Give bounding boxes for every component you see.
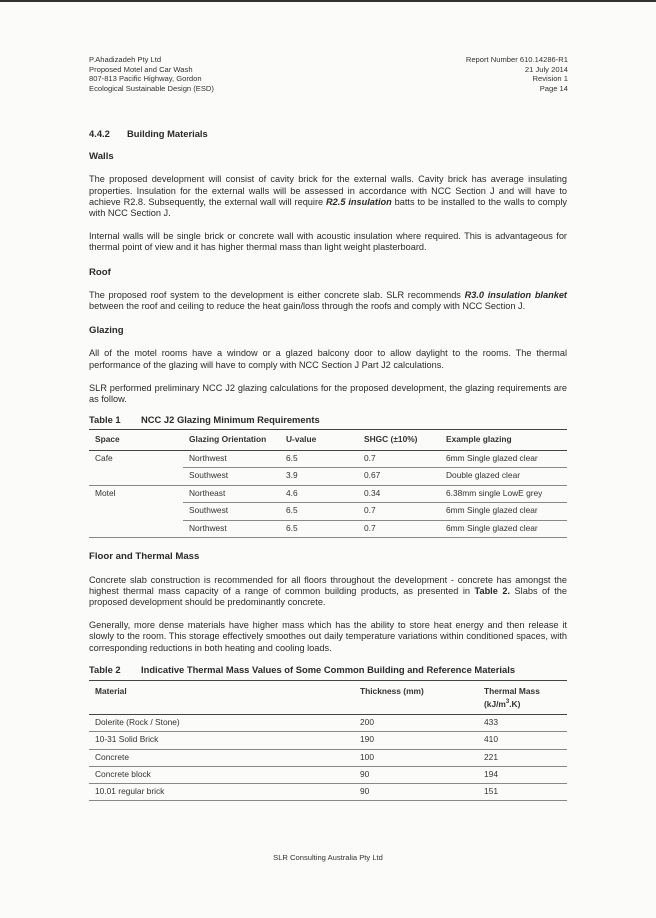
table-row bbox=[89, 749, 567, 766]
section-title: Building Materials bbox=[127, 128, 208, 139]
floor-p1-text-c: Slabs of the proposed development should be predominantly concrete. bbox=[89, 585, 568, 608]
table-cell: 6mm Single glazed clear bbox=[440, 450, 567, 468]
table1-header-uvalue: U-value bbox=[280, 430, 358, 451]
table-cell: 0.67 bbox=[358, 468, 440, 486]
table-cell: 194 bbox=[478, 766, 567, 783]
floor-table-reference: Table 2. bbox=[474, 585, 511, 596]
table-row bbox=[89, 766, 567, 783]
table-cell: 6.5 bbox=[280, 520, 358, 538]
unit-superscript: 3 bbox=[505, 699, 510, 706]
table-cell: 90 bbox=[354, 766, 478, 783]
floor-paragraph-1 bbox=[89, 575, 567, 609]
unit-text-a: (kJ/m bbox=[484, 699, 506, 710]
table-cell: 190 bbox=[354, 732, 478, 749]
roof-text-c: between the roof and ceiling to reduce the heat gain/loss through the roofs and comply with NCC Section J. bbox=[89, 301, 526, 312]
walls-p1-text-a: The proposed development will consist of cavity brick for the external walls. Cavity brick has average insulating properties. Insulation for the external walls will be assessed in accordance with NCC Section J and will have to achieve R2.8. Subsequently, the external wall will require bbox=[89, 174, 567, 207]
table-cell: Concrete block bbox=[89, 766, 354, 783]
floor-paragraph-2: Generally, more dense materials have higher mass which has the ability to store heat energy and then release it slowly to the room. This storage effectively smoothes out daily temperature variations within conditioned spaces, with corresponding reductions in both heating and cooling loads. bbox=[89, 620, 567, 653]
table1-header-example: Example glazing bbox=[440, 430, 567, 451]
table-cell: 10.01 regular brick bbox=[89, 784, 354, 801]
report-date: 21 July 2014 bbox=[524, 64, 568, 74]
table2-title: Indicative Thermal Mass Values of Some Common Building and Reference Materials bbox=[141, 663, 516, 675]
table-row bbox=[89, 715, 567, 732]
glazing-heading: Glazing bbox=[89, 325, 124, 337]
glazing-paragraph-2: SLR performed preliminary NCC J2 glazing calculations for the proposed development, the glazing requirements are as follow. bbox=[89, 382, 567, 405]
header-project: Proposed Motel and Car Wash bbox=[89, 64, 193, 74]
table-cell bbox=[89, 503, 183, 521]
walls-paragraph-2: Internal walls will be single brick or concrete wall with acoustic insulation where required. This is advantageous for thermal point of view and it has higher thermal mass than light weight plasterboard. bbox=[89, 231, 567, 253]
roof-text-a: The proposed roof system to the development is either concrete slab. SLR recommends bbox=[89, 289, 465, 300]
table-cell: 6.5 bbox=[280, 503, 358, 521]
table1-label: Table 1 bbox=[89, 414, 121, 426]
table-cell: 100 bbox=[354, 749, 478, 766]
table1-header-row bbox=[89, 430, 567, 451]
thermal-mass-table bbox=[89, 680, 567, 801]
table-cell: 6mm Single glazed clear bbox=[440, 503, 567, 521]
table-cell: 410 bbox=[478, 732, 567, 749]
table2-label: Table 2 bbox=[89, 663, 121, 675]
table-row bbox=[89, 732, 567, 749]
table-cell: 0.34 bbox=[358, 485, 440, 503]
walls-paragraph-1 bbox=[89, 174, 567, 219]
header-report-type: Ecological Sustainable Design (ESD) bbox=[89, 83, 214, 93]
scan-edge bbox=[0, 0, 656, 2]
walls-p1-text-c: batts to be installed to the walls to comply with NCC Section J. bbox=[89, 196, 567, 219]
table2-header-thickness: Thickness (mm) bbox=[354, 681, 478, 715]
table-cell: Northwest bbox=[183, 520, 280, 538]
table-cell: 3.9 bbox=[280, 468, 358, 486]
table2-caption bbox=[89, 664, 567, 675]
table-cell: 4.6 bbox=[280, 485, 358, 503]
unit-text-b: .K) bbox=[509, 699, 521, 710]
table-cell: 6.5 bbox=[280, 450, 358, 468]
table-cell: Southwest bbox=[183, 503, 280, 521]
table-row bbox=[89, 784, 567, 801]
table-row bbox=[89, 450, 567, 468]
floor-p1-text-a: Concrete slab construction is recommended for all floors throughout the development - concrete has amongst the highest thermal mass capacity of a range of common building products, as presented in bbox=[89, 574, 567, 596]
table-cell: 0.7 bbox=[358, 503, 440, 521]
table-cell: 0.7 bbox=[358, 520, 440, 538]
section-number: 4.4.2 bbox=[89, 128, 110, 139]
table-row bbox=[89, 503, 567, 521]
table-row bbox=[89, 485, 567, 503]
table2-header-unit bbox=[484, 697, 561, 710]
table-cell: 200 bbox=[354, 715, 478, 732]
table1-header-space: Space bbox=[89, 430, 183, 451]
section-heading bbox=[89, 128, 567, 139]
table-cell: Northeast bbox=[183, 485, 280, 503]
roof-insulation-spec: R3.0 insulation blanket bbox=[464, 289, 567, 300]
walls-insulation-spec: R2.5 insulation bbox=[326, 196, 392, 207]
table2-header-material: Material bbox=[89, 681, 354, 715]
table2-header-thermal-mass-label: Thermal Mass bbox=[484, 686, 540, 697]
table-cell: Cafe bbox=[95, 452, 113, 463]
table-cell: 151 bbox=[478, 784, 567, 801]
table-row bbox=[89, 468, 567, 486]
table1-header-shgc: SHGC (±10%) bbox=[358, 430, 440, 451]
table-cell bbox=[89, 468, 183, 486]
roof-heading: Roof bbox=[89, 266, 111, 278]
revision: Revision 1 bbox=[532, 74, 568, 84]
table-cell: 221 bbox=[478, 749, 567, 766]
page-footer: SLR Consulting Australia Pty Ltd bbox=[273, 853, 383, 862]
table-cell: 433 bbox=[478, 715, 567, 732]
table2-header-row bbox=[89, 681, 567, 715]
glazing-requirements-table bbox=[89, 429, 567, 538]
header-company: P.Ahadizadeh Pty Ltd bbox=[89, 55, 162, 64]
table1-title: NCC J2 Glazing Minimum Requirements bbox=[141, 414, 320, 426]
table-cell: Motel bbox=[95, 487, 116, 498]
table-cell: Northwest bbox=[183, 450, 280, 468]
table1-header-orientation: Glazing Orientation bbox=[183, 430, 280, 451]
table-cell: 10-31 Solid Brick bbox=[89, 732, 354, 749]
table-cell bbox=[89, 520, 183, 538]
page-number: Page 14 bbox=[539, 83, 568, 93]
floor-heading: Floor and Thermal Mass bbox=[89, 551, 200, 563]
table-row bbox=[89, 520, 567, 538]
table-cell: 0.7 bbox=[358, 450, 440, 468]
header-address: 807-813 Pacific Highway, Gordon bbox=[89, 74, 202, 84]
table-cell: Double glazed clear bbox=[440, 468, 567, 486]
walls-heading: Walls bbox=[89, 151, 114, 163]
main-content bbox=[89, 128, 567, 801]
glazing-paragraph-1: All of the motel rooms have a window or a glazed balcony door to allow daylight to the rooms. The thermal performance of the glazing will have to comply with NCC Section J Part J2 calculations. bbox=[89, 348, 567, 370]
roof-paragraph bbox=[89, 290, 567, 312]
table-cell: Southwest bbox=[183, 468, 280, 486]
table-cell: 6mm Single glazed clear bbox=[440, 520, 567, 538]
table-cell: 90 bbox=[354, 784, 478, 801]
header-right bbox=[466, 55, 568, 93]
table-cell: Concrete bbox=[89, 749, 354, 766]
table-cell: 6.38mm single LowE grey bbox=[440, 485, 567, 503]
table2-header-thermal-mass bbox=[478, 681, 567, 715]
report-number: Report Number 610.14286-R1 bbox=[465, 55, 568, 64]
table-cell: Dolerite (Rock / Stone) bbox=[89, 715, 354, 732]
table1-caption bbox=[89, 414, 567, 425]
header-left bbox=[89, 55, 214, 93]
